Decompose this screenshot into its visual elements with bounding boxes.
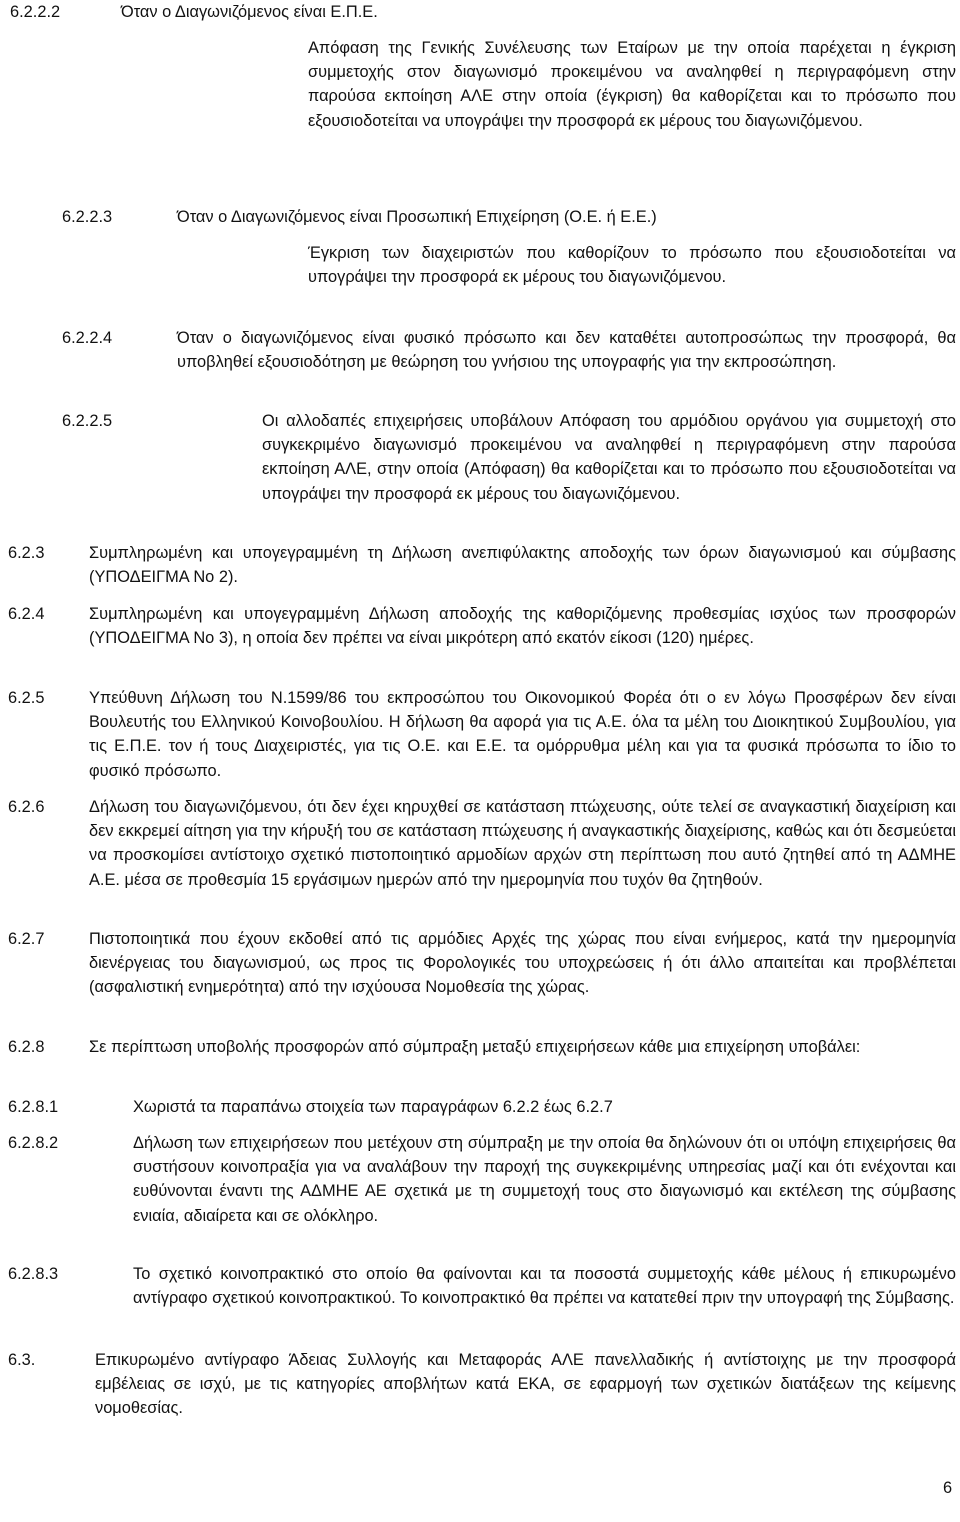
section-number-6-3: 6.3.: [8, 1351, 36, 1369]
section-number-6-2-2-2: 6.2.2.2: [10, 3, 61, 21]
section-number-6-2-4: 6.2.4: [8, 605, 45, 623]
paragraph-6-3: Επικυρωμένο αντίγραφο Άδειας Συλλογής και Μεταφοράς ΑΛΕ πανελλαδικής ή αντίστοιχης με την προσφορά εμβέλειας σε ισχύ, με τις κατηγορίες αποβλήτων κατά ΕΚΑ, σε εφαρμογή των σχετικών διατάξεων της κείμενης νομοθεσίας.: [95, 1351, 956, 1418]
section-number-6-2-2-4: 6.2.2.4: [62, 329, 113, 347]
paragraph-6-2-6: Δήλωση του διαγωνιζόμενου, ότι δεν έχει κηρυχθεί σε κατάσταση πτώχευσης, ούτε τελεί σε αναγκαστική διαχείριση και δεν εκκρεμεί αίτηση για την κήρυξή του σε κατάσταση πτώχευσης ή αναγκαστικής διαχείρισης, καθώς και ότι δεσμεύεται να προσκομίσει αντίστοιχο σχετικό πιστοποιητικό αρμοδίων αρχών στη περίπτωση που αυτό ζητηθεί από τη ΑΔΜΗΕ Α.Ε. μέσα σε προθεσμία 15 εργάσιμων ημερών από την ημερομηνία που τυχόν θα ζητηθούν.: [89, 798, 956, 889]
section-number-6-2-8-2: 6.2.8.2: [8, 1134, 59, 1152]
section-title-6-2-2-3: Όταν ο Διαγωνιζόμενος είναι Προσωπική Επιχείρηση (Ο.Ε. ή Ε.Ε.): [177, 208, 657, 226]
section-number-6-2-8-1: 6.2.8.1: [8, 1098, 59, 1116]
section-number-6-2-5: 6.2.5: [8, 689, 45, 707]
paragraph-6-2-4: Συμπληρωμένη και υπογεγραμμένη Δήλωση αποδοχής της καθοριζόμενης προθεσμίας ισχύος των προσφορών (ΥΠΟΔΕΙΓΜΑ Νο 3), η οποία δεν πρέπει να είναι μικρότερη από εκατόν είκοσι (120) ημέρες.: [89, 605, 956, 648]
paragraph-6-2-8-3: Το σχετικό κοινοπρακτικό στο οποίο θα φαίνονται και τα ποσοστά συμμετοχής κάθε μέλους ή επικυρωμένο αντίγραφο σχετικού κοινοπρακτικού. Το κοινοπρακτικό θα πρέπει να κατατεθεί πριν την υπογραφή της Σύμβασης.: [133, 1265, 956, 1308]
paragraph-6-2-5: Υπεύθυνη Δήλωση του Ν.1599/86 του εκπροσώπου του Οικονομικού Φορέα ότι ο εν λόγω Προσφέρων δεν είναι Βουλευτής του Ελληνικού Κοινοβουλίου. Η δήλωση θα αφορά για τις Α.Ε. όλα τα μέλη του Διοικητικού Συμβουλίου, για τις Ε.Π.Ε. τον ή τους Διαχειριστές, για τις Ο.Ε. και Ε.Ε. τα ομόρρυθμα μέλη και για τα φυσικά πρόσωπα το ίδιο το φυσικό πρόσωπο.: [89, 689, 956, 780]
section-number-6-2-6: 6.2.6: [8, 798, 45, 816]
paragraph-6-2-8-2: Δήλωση των επιχειρήσεων που μετέχουν στη σύμπραξη με την οποία θα δηλώνουν ότι οι υπόψη επιχειρήσεις θα συστήσουν κοινοπραξία για να αναλάβουν την παροχή της συγκεκριμένης υπηρεσίας μαζί και ότι ενέχονται και ευθύνονται έναντι της ΑΔΜΗΕ ΑΕ σχετικά με τη συμμετοχή τους στο διαγωνισμό και εκτέλεση της σύμβασης ενιαία, αδιαίρετα και σε ολόκληρο.: [133, 1134, 956, 1225]
paragraph-6-2-8: Σε περίπτωση υποβολής προσφορών από σύμπραξη μεταξύ επιχειρήσεων κάθε μια επιχείρηση υποβάλει:: [89, 1038, 861, 1056]
paragraph-6-2-2-3: Έγκριση των διαχειριστών που καθορίζουν το πρόσωπο που εξουσιοδοτείται να υπογράψει την προσφορά εκ μέρους του διαγωνιζόμενου.: [308, 244, 956, 287]
section-title-6-2-2-2: Όταν ο Διαγωνιζόμενος είναι Ε.Π.Ε.: [121, 3, 378, 21]
section-number-6-2-8: 6.2.8: [8, 1038, 45, 1056]
paragraph-6-2-8-1: Χωριστά τα παραπάνω στοιχεία των παραγράφων 6.2.2 έως 6.2.7: [133, 1098, 613, 1116]
paragraph-6-2-2-5: Οι αλλοδαπές επιχειρήσεις υποβάλουν Απόφαση του αρμόδιου οργάνου για συμμετοχή στο συγκεκριμένο διαγωνισμό προκειμένου να αναληφθεί η περιγραφόμενη στην παρούσα εκποίηση ΑΛΕ, στην οποία (Απόφαση) θα καθορίζεται και το πρόσωπο που εξουσιοδοτείται να υπογράψει την προσφορά εκ μέρους του διαγωνιζόμενου.: [262, 412, 956, 503]
section-number-6-2-2-3: 6.2.2.3: [62, 208, 113, 226]
paragraph-6-2-3: Συμπληρωμένη και υπογεγραμμένη τη Δήλωση ανεπιφύλακτης αποδοχής των όρων διαγωνισμού και σύμβασης (ΥΠΟΔΕΙΓΜΑ Νο 2).: [89, 544, 956, 587]
paragraph-6-2-7: Πιστοποιητικά που έχουν εκδοθεί από τις αρμόδιες Αρχές της χώρας που είναι ενήμερος, κατά την ημερομηνία διενέργειας του διαγωνισμού, ως προς τις Φορολογικές του υποχρεώσεις ή ότι άλλο απαιτείται και προβλέπεται (ασφαλιστική ενημερότητα) από την ισχύουσα Νομοθεσία της χώρας.: [89, 930, 956, 997]
paragraph-6-2-2-2: Απόφαση της Γενικής Συνέλευσης των Εταίρων με την οποία παρέχεται η έγκριση συμμετοχής στον διαγωνισμό προκειμένου να αναληφθεί η περιγραφόμενη στην παρούσα εκποίηση ΑΛΕ στην οποία (έγκριση) θα καθορίζεται και το πρόσωπο που εξουσιοδοτείται να υπογράψει την προσφορά εκ μέρους του διαγωνιζόμενου.: [308, 39, 956, 130]
section-number-6-2-3: 6.2.3: [8, 544, 45, 562]
page-number: 6: [943, 1479, 953, 1497]
section-number-6-2-2-5: 6.2.2.5: [62, 412, 113, 430]
paragraph-6-2-2-4: Όταν ο διαγωνιζόμενος είναι φυσικό πρόσωπο και δεν καταθέτει αυτοπροσώπως την προσφορά, θα υποβληθεί εξουσιοδότηση με θεώρηση του γνήσιου της υπογραφής για την εκπροσώπηση.: [177, 329, 956, 372]
section-number-6-2-8-3: 6.2.8.3: [8, 1265, 59, 1283]
section-number-6-2-7: 6.2.7: [8, 930, 45, 948]
